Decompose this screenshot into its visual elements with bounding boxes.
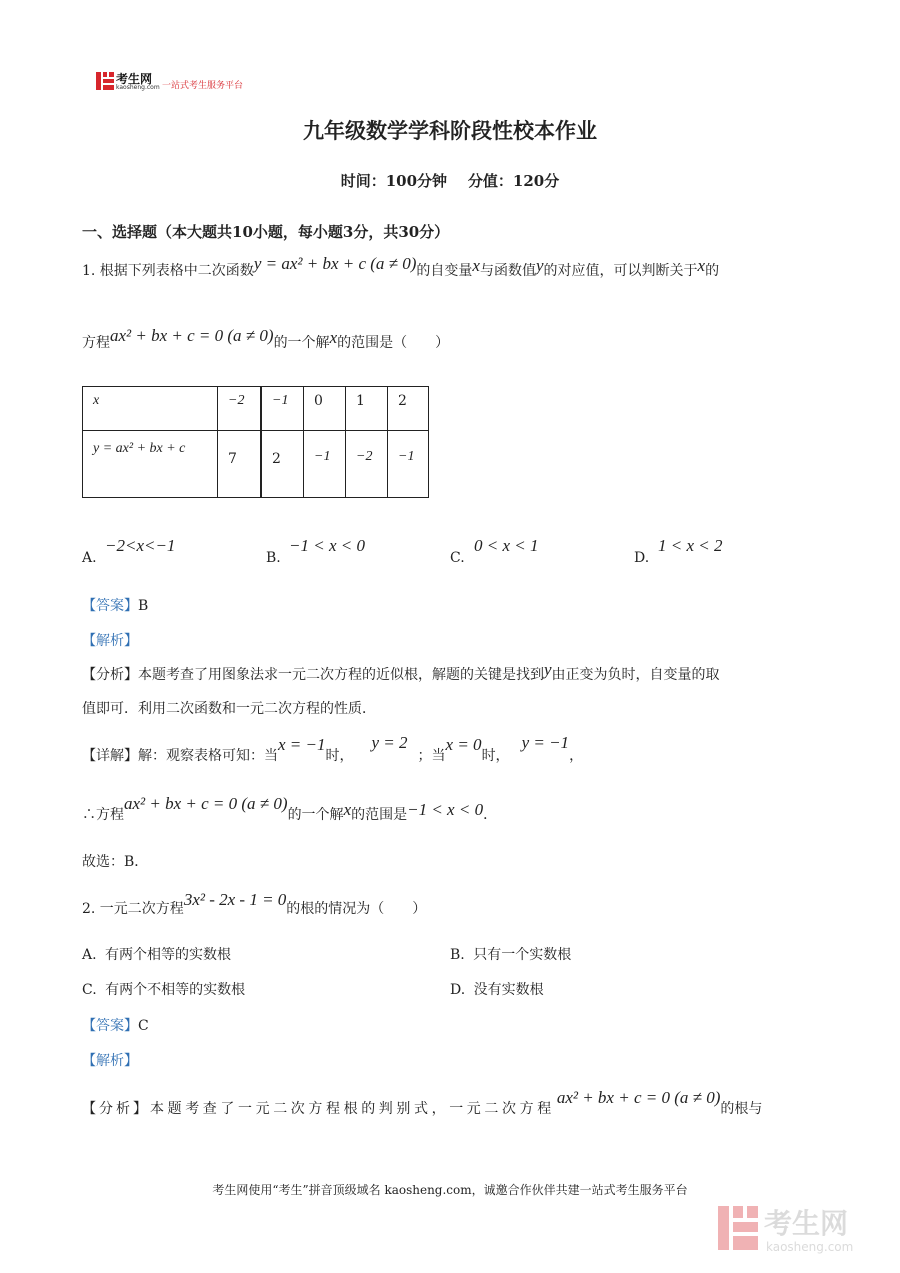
fenxi-tag: 【分析】 — [82, 667, 138, 683]
q1-mid2: 与函数值 — [479, 263, 536, 279]
table-cell: −1 — [388, 431, 429, 498]
q2-option-d-text: 没有实数根 — [473, 982, 544, 998]
therefore-var: x — [343, 800, 352, 819]
logo-slogan: 一站式考生服务平台 — [162, 81, 244, 91]
q1-equation: ax² + bx + c = 0 (a ≠ 0) — [110, 326, 274, 345]
page-footer: 考生网使用“考生”拼音顶级域名 kaosheng.com，诚邀合作伙伴共建一站式考生服务平台 — [212, 1183, 688, 1197]
q1-stem-line2 — [82, 326, 450, 352]
therefore-a: ∴方程 — [82, 807, 124, 823]
q1-fenxi-line2: 值即可．利用二次函数和一元二次方程的性质． — [82, 701, 376, 717]
q1-fenxi-line1 — [82, 660, 720, 684]
watermark-sub: kaosheng.com — [766, 1240, 854, 1254]
q1-line2-prefix: 方程 — [82, 335, 110, 351]
q1-line2-end: 的范围是（ ） — [337, 335, 450, 351]
q1-option-d-label[interactable]: D. — [634, 550, 650, 566]
fenxi-text-b: 由正变为负时，自变量的取 — [551, 667, 720, 683]
table-row — [83, 431, 429, 498]
q1-line2-var: x — [329, 328, 338, 347]
q1-option-c-label[interactable]: C. — [450, 550, 465, 566]
q2-fenxi — [82, 1088, 763, 1118]
q1-var-y: y — [535, 256, 544, 275]
table-cell: −2 — [346, 431, 388, 498]
q2-option-b[interactable] — [450, 944, 571, 964]
therefore-d: ． — [483, 807, 498, 823]
q2-option-d-label: D. — [450, 982, 466, 998]
q2-equation: 3x² - 2x - 1 = 0 — [183, 890, 287, 909]
q1-var-x2: x — [697, 256, 706, 275]
q2-stem — [82, 890, 427, 918]
q1-mid3: 的对应值，可以判断关于 — [543, 263, 698, 279]
q1-option-a-label[interactable]: A. — [82, 550, 97, 566]
q1-options — [82, 536, 842, 568]
page-subtitle: 时间：100分钟 分值：120分 — [340, 172, 560, 190]
fenxi-var-y: y — [544, 660, 552, 679]
therefore-b: 的一个解 — [287, 807, 344, 823]
q1-option-b-text[interactable]: −1 < x < 0 — [289, 536, 365, 555]
kaosheng-logo-icon — [96, 72, 114, 90]
xiangjie-m4: y = −1 — [521, 733, 570, 752]
table-header-y: y = ax² + bx + c — [83, 431, 218, 498]
table-cell: 2 — [388, 387, 429, 431]
xiangjie-d: 时， — [481, 748, 510, 764]
q2-prefix: 2. 一元二次方程 — [82, 901, 184, 917]
q1-choose: 故选：B． — [82, 854, 149, 870]
q1-mid1: 的自变量 — [416, 263, 473, 279]
xiangjie-a: 解：观察表格可知：当 — [138, 748, 278, 764]
q1-option-d-text[interactable]: 1 < x < 2 — [658, 536, 723, 555]
q2-option-c[interactable] — [82, 979, 245, 999]
fenxi-end: 的根与 — [720, 1101, 763, 1117]
table-cell: 2 — [261, 431, 304, 498]
watermark — [718, 1202, 878, 1262]
xiangjie-tag: 【详解】 — [82, 748, 138, 764]
q1-var-x: x — [472, 256, 480, 275]
watermark-logo-icon — [718, 1206, 758, 1250]
q2-option-a[interactable] — [82, 944, 231, 964]
q1-prefix: 1. 根据下列表格中二次函数 — [82, 263, 254, 279]
xiangjie-b: 时， — [325, 748, 354, 764]
page-title: 九年级数学学科阶段性校本作业 — [303, 118, 597, 143]
q1-function: y = ax² + bx + c (a ≠ 0) — [253, 254, 417, 273]
q1-option-c-text[interactable]: 0 < x < 1 — [474, 536, 539, 555]
q2-option-a-text: 有两个相等的实数根 — [105, 947, 232, 963]
xiangjie-e: ， — [569, 748, 584, 764]
q1-option-b-label[interactable]: B. — [266, 550, 281, 566]
q1-option-a-text[interactable]: −2<x<−1 — [105, 536, 176, 555]
table-header-x: x — [83, 387, 218, 431]
xiangjie-c: ；当 — [417, 748, 446, 764]
answer-value: B — [138, 598, 149, 614]
logo-domain: kaosheng.com — [116, 84, 160, 91]
therefore-range: −1 < x < 0 — [407, 800, 484, 819]
answer-tag: 【答案】 — [82, 1018, 138, 1034]
q2-option-c-label: C. — [82, 982, 97, 998]
xiangjie-m2: y = 2 — [371, 733, 408, 752]
xiangjie-m1: x = −1 — [278, 735, 326, 754]
q1-stem-line1 — [82, 254, 720, 280]
fenxi-text-a: 本题考查了用图象法求一元二次方程的近似根，解题的关键是找到 — [138, 667, 544, 683]
watermark-text: 考生网 — [764, 1207, 849, 1240]
table-row — [83, 387, 429, 431]
section-heading: 一、选择题（本大题共10小题，每小题3分，共30分） — [82, 223, 450, 241]
q2-option-a-label: A. — [82, 947, 97, 963]
q2-fenxi-eq: ax² + bx + c = 0 (a ≠ 0) — [556, 1088, 721, 1107]
q2-option-b-label: B. — [450, 947, 465, 963]
xiangjie-m3: x = 0 — [445, 735, 482, 754]
q2-option-d[interactable] — [450, 979, 544, 999]
answer-tag: 【答案】 — [82, 598, 138, 614]
q1-line2-mid: 的一个解 — [273, 335, 330, 351]
therefore-c: 的范围是 — [351, 807, 408, 823]
logo-name: 考生网 — [116, 72, 153, 86]
therefore-eq: ax² + bx + c = 0 (a ≠ 0) — [124, 794, 288, 813]
q1-analysis-tag: 【解析】 — [82, 633, 138, 649]
table-cell: −1 — [304, 431, 346, 498]
q2-option-b-text: 只有一个实数根 — [473, 947, 572, 963]
q1-answer — [82, 595, 148, 615]
q1-xiangjie — [82, 733, 584, 765]
q2-suffix: 的根的情况为（ ） — [286, 901, 427, 917]
q2-analysis-tag: 【解析】 — [82, 1053, 138, 1069]
fenxi-text: 本题考查了一元二次方程根的判别式，一元二次方程 — [150, 1101, 555, 1117]
table-cell: 0 — [304, 387, 346, 431]
table-cell: 1 — [346, 387, 388, 431]
fenxi-tag: 【分析】 — [82, 1101, 150, 1117]
table-cell: 7 — [218, 431, 262, 498]
q2-option-c-text: 有两个不相等的实数根 — [105, 982, 246, 998]
q2-answer — [82, 1015, 149, 1035]
q1-end: 的 — [705, 263, 720, 279]
table-cell: −2 — [218, 387, 262, 431]
q1-therefore — [82, 794, 498, 824]
answer-value: C — [138, 1018, 149, 1034]
table-cell: −1 — [261, 387, 304, 431]
q1-value-table — [82, 386, 429, 498]
